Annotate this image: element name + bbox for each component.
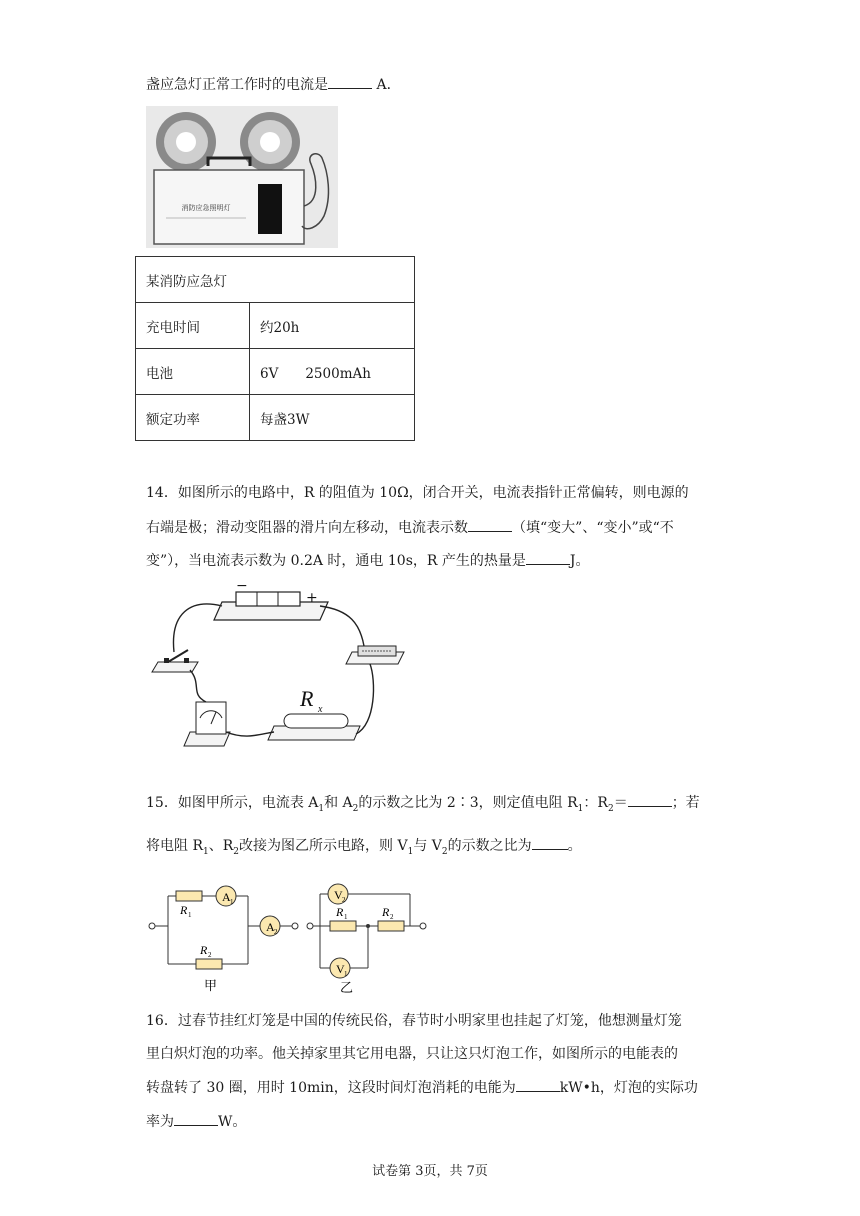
q15-line2 <box>146 835 582 863</box>
q15-text: 、R <box>208 838 234 854</box>
q13-tail <box>146 74 401 96</box>
q15-sub: 1 <box>407 846 414 857</box>
rx-sub: x <box>318 704 323 715</box>
q15-text: ；若 <box>671 795 700 811</box>
fig-jia: 甲 <box>204 978 218 993</box>
q16-blank-2[interactable] <box>174 1111 218 1126</box>
q15-sub: 2 <box>441 846 448 857</box>
battery-plus: + <box>306 590 318 606</box>
q15-line1 <box>146 792 700 820</box>
q14-blank-1[interactable] <box>468 517 512 532</box>
r1b-label: R <box>336 905 344 919</box>
q14-line2 <box>146 517 674 539</box>
v2-sub: 2 <box>342 896 346 904</box>
q15-sub: 1 <box>203 846 209 857</box>
q14-text: （填“变大”、“变小”或“不 <box>512 520 674 536</box>
q14-blank-2[interactable] <box>526 550 570 565</box>
table-row <box>136 303 415 349</box>
r1b-sub: 1 <box>344 913 348 921</box>
table-row <box>136 395 415 441</box>
q15-text: 将电阻 R <box>146 838 203 854</box>
q15-text: 的示数之比为 <box>447 838 532 854</box>
q15-text: ：R <box>583 795 608 811</box>
r2-label: R <box>200 943 208 957</box>
rx-label: R <box>300 686 314 711</box>
spec-key: 额定功率 <box>136 395 250 441</box>
q16-line3 <box>146 1077 698 1099</box>
q16-line2: 里白炽灯泡的功率。他关掉家里其它用电器，只让这只灯泡工作，如图所示的电能表的 <box>146 1046 678 1062</box>
q15-text: 15．如图甲所示，电流表 A <box>146 795 319 811</box>
spec-value: 约20h <box>250 303 415 349</box>
q15-sub: 2 <box>607 803 614 814</box>
q16-text: 转盘转了 30 圈，用时 10min，这段时间灯泡消耗的电能为 <box>146 1080 516 1096</box>
r1-sub: 1 <box>188 911 192 919</box>
q15-sub: 2 <box>233 846 240 857</box>
r2b-sub: 2 <box>390 913 394 921</box>
q15-text: 。 <box>567 838 582 854</box>
v1-sub: 1 <box>344 970 348 978</box>
q15-blank-1[interactable] <box>628 792 672 807</box>
battery-minus: − <box>236 584 248 594</box>
q14-text: J。 <box>569 553 590 569</box>
spec-key: 充电时间 <box>136 303 250 349</box>
fig-yi: 乙 <box>340 980 354 995</box>
a1-sub: 1 <box>230 898 234 906</box>
v1-label: V <box>336 962 345 976</box>
q14-text: 变”），当电流表示数为 0.2A 时，通电 10s，R 产生的热量是 <box>146 553 526 569</box>
q16-line4 <box>146 1111 246 1133</box>
spec-table <box>135 256 415 441</box>
spec-key: 电池 <box>136 349 250 395</box>
spec-value: 6V 2500mAh <box>250 349 415 395</box>
page-footer: 试卷第 3页，共 7页 <box>372 1164 488 1179</box>
q15-text: 和 A <box>324 795 353 811</box>
q16-blank-1[interactable] <box>516 1077 560 1092</box>
q15-sub: 2 <box>352 803 359 814</box>
q15-blank-2[interactable] <box>532 835 568 850</box>
q13-blank[interactable] <box>328 74 372 89</box>
q15-text: 与 V <box>413 838 442 854</box>
a2-sub: 2 <box>274 928 278 936</box>
q15-text: ＝ <box>613 795 628 811</box>
v2-label: V <box>334 888 343 902</box>
table-row <box>136 349 415 395</box>
lamp-photo <box>146 106 338 248</box>
a2-label: A <box>266 920 275 934</box>
q16-text: 率为 <box>146 1114 174 1130</box>
spec-title-row <box>136 257 415 303</box>
a1-label: A <box>222 890 231 904</box>
q15-text: 的示数之比为 2∶3，则定值电阻 R <box>358 795 578 811</box>
r2b-label: R <box>382 905 390 919</box>
q14-text: 右端是极；滑动变阻器的滑片向左移动，电流表示数 <box>146 520 468 536</box>
spec-value: 每盏3W <box>250 395 415 441</box>
q14-line1: 14．如图所示的电路中，R 的阻值为 10Ω，闭合开关，电流表指针正常偏转，则电源的 <box>146 485 689 501</box>
r1-label: R <box>180 903 188 917</box>
q16-text: kW•h，灯泡的实际功 <box>559 1080 698 1096</box>
r2-sub: 2 <box>208 951 212 959</box>
q16-text: W。 <box>218 1114 247 1130</box>
q13-text: 盏应急灯正常工作时的电流是 <box>146 77 328 93</box>
q14-line3 <box>146 550 590 572</box>
q14-circuit-figure <box>150 584 420 759</box>
q16-line1: 16．过春节挂红灯笼是中国的传统民俗，春节时小明家里也挂起了灯笼，他想测量灯笼 <box>146 1013 682 1029</box>
spec-title: 某消防应急灯 <box>136 257 415 303</box>
q15-sub: 1 <box>577 803 584 814</box>
lamp-label: 消防应急照明灯 <box>181 204 231 212</box>
q13-unit: A． <box>376 77 401 93</box>
q15-text: 改接为图乙所示电路，则 V <box>239 838 408 854</box>
q15-circuit-figure <box>142 874 442 996</box>
q15-sub: 1 <box>318 803 325 814</box>
